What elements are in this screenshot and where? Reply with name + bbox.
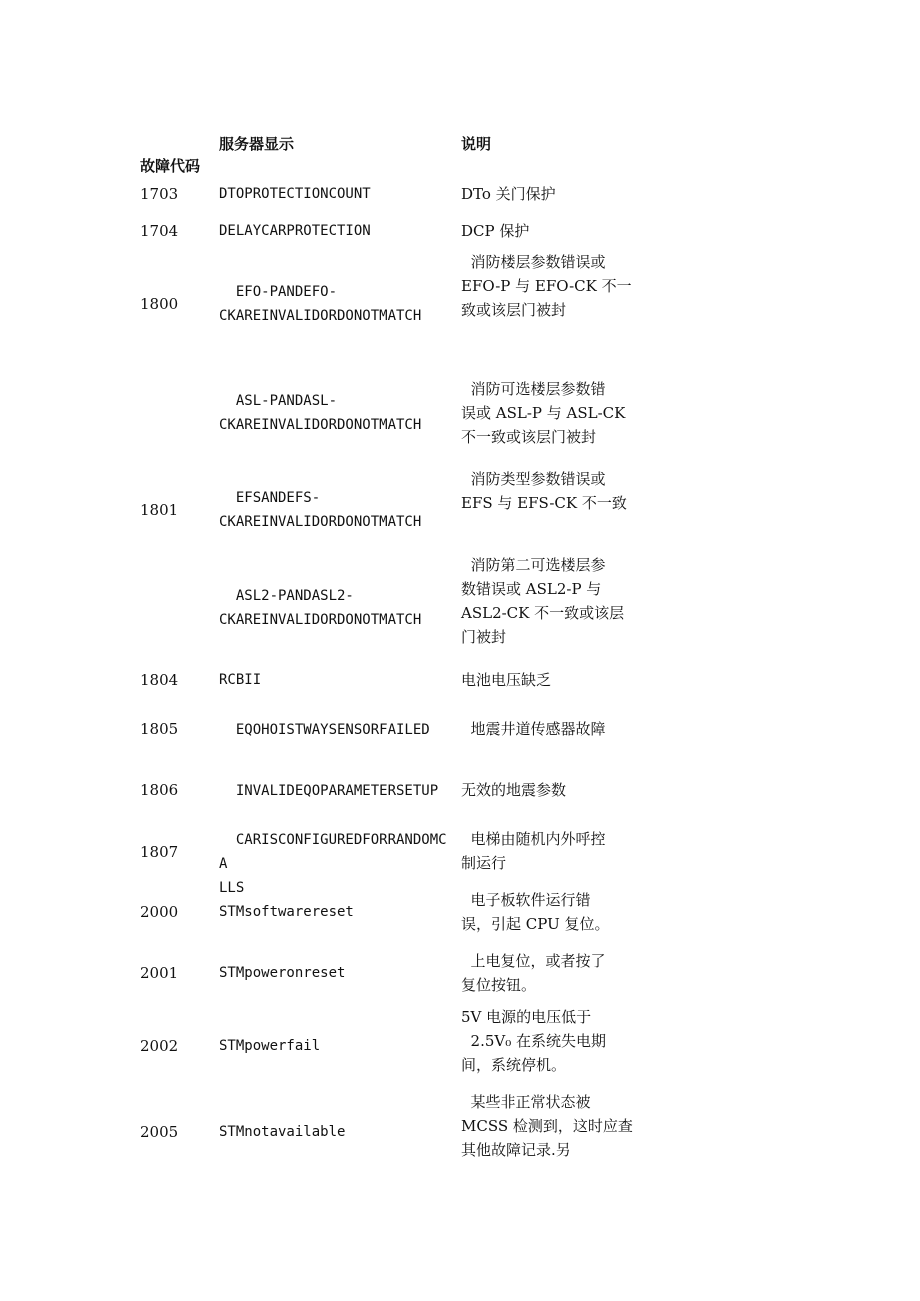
row-description: 消防第二可选楼层参 数错误或 ASL2-P 与 ASL2-CK 不一致或该层 门被封 [461, 556, 625, 646]
row-display: EFSANDEFS- CKAREINVALIDORDONOTMATCH [219, 490, 422, 530]
row-code: 1806 [140, 781, 179, 799]
row-display: STMpowerfail [219, 1038, 321, 1054]
row-description: 5V 电源的电压低于 2.5V₀ 在系统失电期 间，系统停机。 [461, 1008, 607, 1074]
row-display: CARISCONFIGUREDFORRANDOMCA LLS [219, 832, 447, 896]
row-code: 1800 [140, 295, 179, 313]
row-display: STMnotavailable [219, 1124, 346, 1140]
row-description: 电子板软件运行错 误，引起 CPU 复位。 [461, 891, 610, 933]
row-description: 消防可选楼层参数错 误或 ASL-P 与 ASL-CK 不一致或该层门被封 [461, 380, 626, 446]
row-code: 1807 [140, 843, 179, 861]
row-code: 2005 [140, 1123, 179, 1141]
row-code: 2001 [140, 964, 179, 982]
row-description: 消防楼层参数错误或 EFO-P 与 EFO-CK 不一 致或该层门被封 [461, 253, 632, 319]
row-code: 1805 [140, 720, 179, 738]
header-code: 故障代码 [140, 157, 201, 175]
row-description: 电梯由随机内外呼控 制运行 [461, 830, 606, 872]
row-display: EQOHOISTWAYSENSORFAILED [219, 722, 430, 738]
row-display: STMsoftwarereset [219, 904, 354, 920]
row-display: DELAYCARPROTECTION [219, 223, 371, 239]
row-description: 消防类型参数错误或 EFS 与 EFS-CK 不一致 [461, 470, 627, 512]
header-description: 说明 [461, 135, 492, 153]
row-display: EFO-PANDEFO- CKAREINVALIDORDONOTMATCH [219, 284, 422, 324]
row-code: 2000 [140, 903, 179, 921]
row-display: ASL2-PANDASL2- CKAREINVALIDORDONOTMATCH [219, 588, 422, 628]
row-code: 1801 [140, 501, 179, 519]
row-display: ASL-PANDASL- CKAREINVALIDORDONOTMATCH [219, 393, 422, 433]
row-code: 1704 [140, 222, 179, 240]
row-display: RCBII [219, 672, 262, 688]
header-display: 服务器显示 [219, 135, 295, 153]
row-display: STMpoweronreset [219, 965, 346, 981]
row-code: 2002 [140, 1037, 179, 1055]
row-code: 1703 [140, 185, 179, 203]
row-description: 某些非正常状态被 MCSS 检测到，这时应查 其他故障记录.另 [461, 1093, 633, 1159]
row-description: 地震井道传感器故障 [461, 720, 606, 738]
row-display: DTOPROTECTIONCOUNT [219, 186, 371, 202]
row-description: 上电复位，或者按了 复位按钮。 [461, 952, 606, 994]
row-display: INVALIDEQOPARAMETERSETUP [219, 783, 439, 799]
row-description: DCP 保护 [461, 222, 530, 240]
row-description: 无效的地震参数 [461, 781, 567, 799]
row-description: 电池电压缺乏 [461, 671, 552, 689]
row-description: DTo 关门保护 [461, 185, 556, 203]
row-code: 1804 [140, 671, 179, 689]
